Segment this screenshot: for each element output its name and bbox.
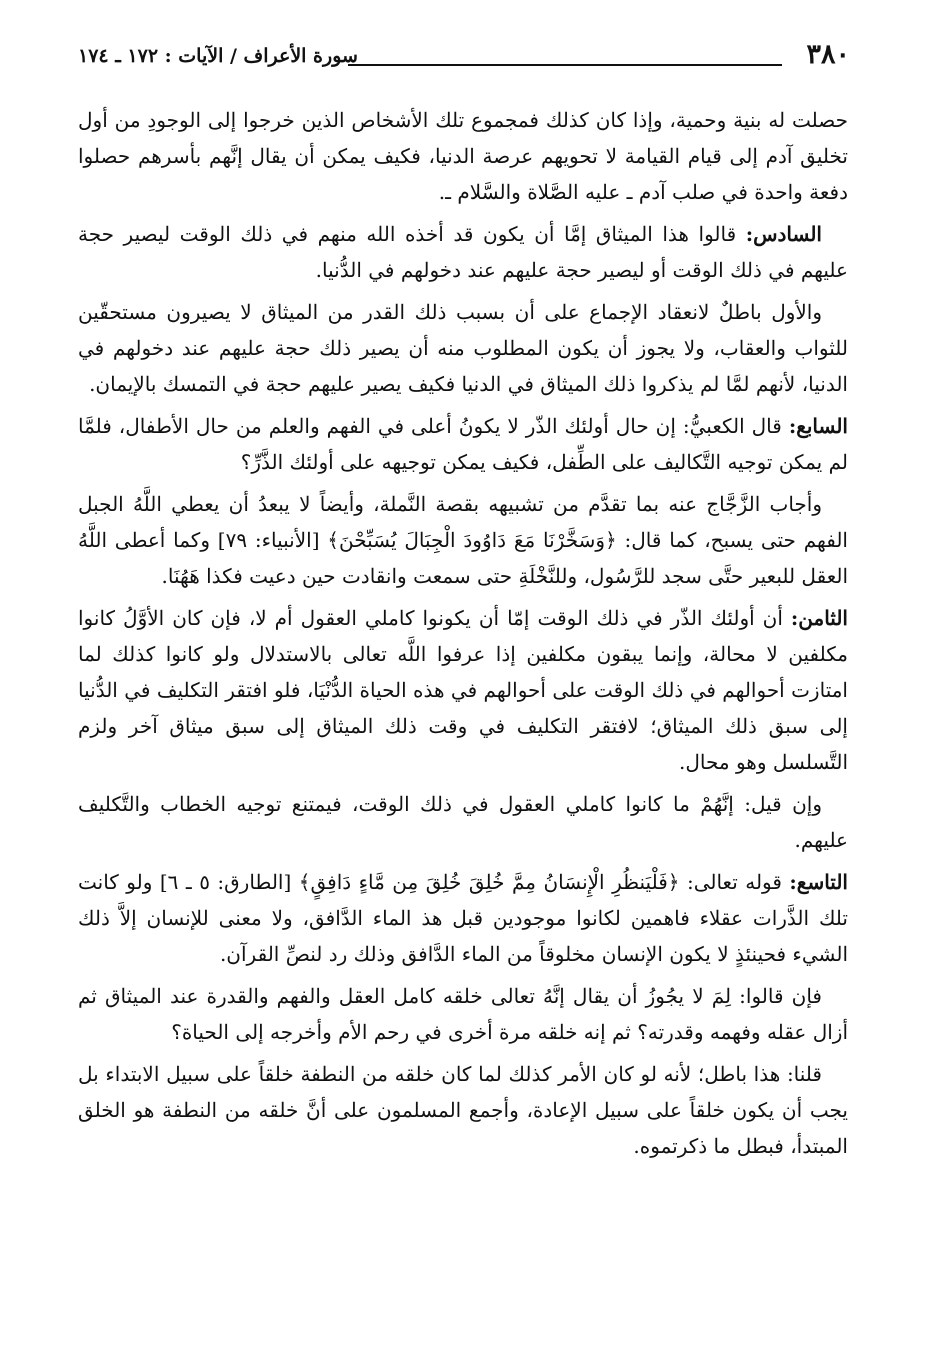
paragraph-text: أن أولئك الذّر في ذلك الوقت إمّا أن يكونوا كاملي العقول أم لا، فإن كان الأوَّلُ كانوا مكلفين لا محالة، وإنما يبقون مكلفين إذا عرفوا اللَّه تعالى بالاستدلال ولو كانوا كذلك لما امتازت أحوالهم في ذلك الوقت على أحوالهم في هذه الحياة الدُّنْيَا، فلو افتقر التكليف في الدُّنيا إلى سبق ذلك الميثاق؛ لافتقر التكليف في وقت ذلك الميثاق إلى سبق ميثاق آخر ولزم التَّسلسل وهو محال. xyxy=(78,606,848,774)
paragraph-text: حصلت له بنية وحمية، وإذا كان كذلك فمجموع تلك الأشخاص الذين خرجوا إلى الوجودِ من أول تخليق آدم إلى قيام القيامة لا تحويهم عرصة الدنيا، فكيف يمكن أن يقال إنَّهم بأسرهم حصلوا دفعة واحدة في صلب آدم ـ عليه الصَّلاة والسَّلام ـ. xyxy=(78,108,848,204)
paragraph-lead: الثامن: xyxy=(790,606,848,630)
running-head: سورة الأعراف / الآيات : ١٧٢ ـ ١٧٤ xyxy=(78,45,358,67)
page-number: ٣٨٠ xyxy=(806,39,850,70)
paragraph xyxy=(78,102,848,210)
paragraph xyxy=(78,408,848,480)
paragraph xyxy=(78,216,848,288)
paragraph-lead: السابع: xyxy=(788,414,848,438)
paragraph xyxy=(78,600,848,780)
paragraph xyxy=(78,294,848,402)
paragraph xyxy=(78,1056,848,1164)
paragraph xyxy=(78,864,848,972)
body-text xyxy=(78,102,848,1170)
paragraph-text: قوله تعالى: ﴿فَلْيَنظُرِ الْإِنسَانُ مِمَّ خُلِقَ خُلِقَ مِن مَّاءٍ دَافِقٍ﴾ [الطارق: ٥ ـ ٦] ولو كانت تلك الذَّرات عقلاء فاهمين لكانوا موجودين قبل هذ الماء الدَّافق، ولا معنى للإنسان إلاَّ ذلك الشيء فحينئذٍ لا يكون الإنسان مخلوقاً من الماء الدَّافق وذلك رد لنصِّ القرآن. xyxy=(78,870,848,966)
paragraph-lead: السادس: xyxy=(745,222,822,246)
paragraph-lead: التاسع: xyxy=(789,870,848,894)
paragraph-text: وأجاب الزَّجَّاج عنه بما تقدَّم من تشبيهه بقصة النَّملة، وأيضاً لا يبعدُ أن يعطي اللَّهُ الجبل الفهم حتى يسبح، كما قال: ﴿وَسَخَّرْنَا مَعَ دَاوُودَ الْجِبَالَ يُسَبِّحْنَ﴾ [الأنبياء: ٧٩] وكما أعطى اللَّهُ العقل للبعير حتَّى سجد للرَّسُول، وللنَّخْلَةِ حتى سمعت وانقادت حين دعيت فكذا هَهُنَا. xyxy=(78,492,848,588)
paragraph-text: فإن قالوا: لِمَ لا يجُوزُ أن يقال إنَّهُ تعالى خلقه كامل العقل والفهم والقدرة عند الميثاق ثم أزال عقله وفهمه وقدرته؟ ثم إنه خلقه مرة أخرى في رحم الأم وأخرجه إلى الحياة؟ xyxy=(78,984,848,1044)
page-header xyxy=(78,38,850,74)
paragraph-text: وإن قيل: إنَّهُمْ ما كانوا كاملي العقول في ذلك الوقت، فيمتنع توجيه الخطاب والتَّكليف عليهم. xyxy=(78,792,848,852)
header-rule xyxy=(348,64,782,66)
paragraph-text: قلنا: هذا باطل؛ لأنه لو كان الأمر كذلك لما كان خلقه من النطفة خلقاً على سبيل الابتداء بل يجب أن يكون خلقاً على سبيل الإعادة، وأجمع المسلمون على أنَّ خلقه من النطفة هو الخلق المبتدأ، فبطل ما ذكرتموه. xyxy=(78,1062,848,1158)
paragraph-text: قالوا هذا الميثاق إمَّا أن يكون قد أخذه الله منهم في ذلك الوقت ليصير حجة عليهم في ذلك الوقت أو ليصير حجة عليهم عند دخولهم في الدُّنيا. xyxy=(78,222,848,282)
paragraph xyxy=(78,786,848,858)
paragraph xyxy=(78,978,848,1050)
paragraph-text: قال الكعبيُّ: إن حال أولئك الذّر لا يكونُ أعلى في الفهم والعلم من حال الأطفال، فلمَّا لم يمكن توجيه التَّكاليف على الطِّفل، فكيف يمكن توجيهه على أولئك الذَّرِّ؟ xyxy=(78,414,848,474)
paragraph-text: والأول باطلٌ لانعقاد الإجماع على أن بسبب ذلك القدر من الميثاق لا يصيرون مستحقّين للثواب والعقاب، ولا يجوز أن يكون المطلوب منه أن يصير ذلك حجة عليهم عند دخولهم في الدنيا، لأنهم لمَّا لم يذكروا ذلك الميثاق في الدنيا فكيف يصير عليهم حجة في التمسك بالإيمان. xyxy=(78,300,848,396)
paragraph xyxy=(78,486,848,594)
